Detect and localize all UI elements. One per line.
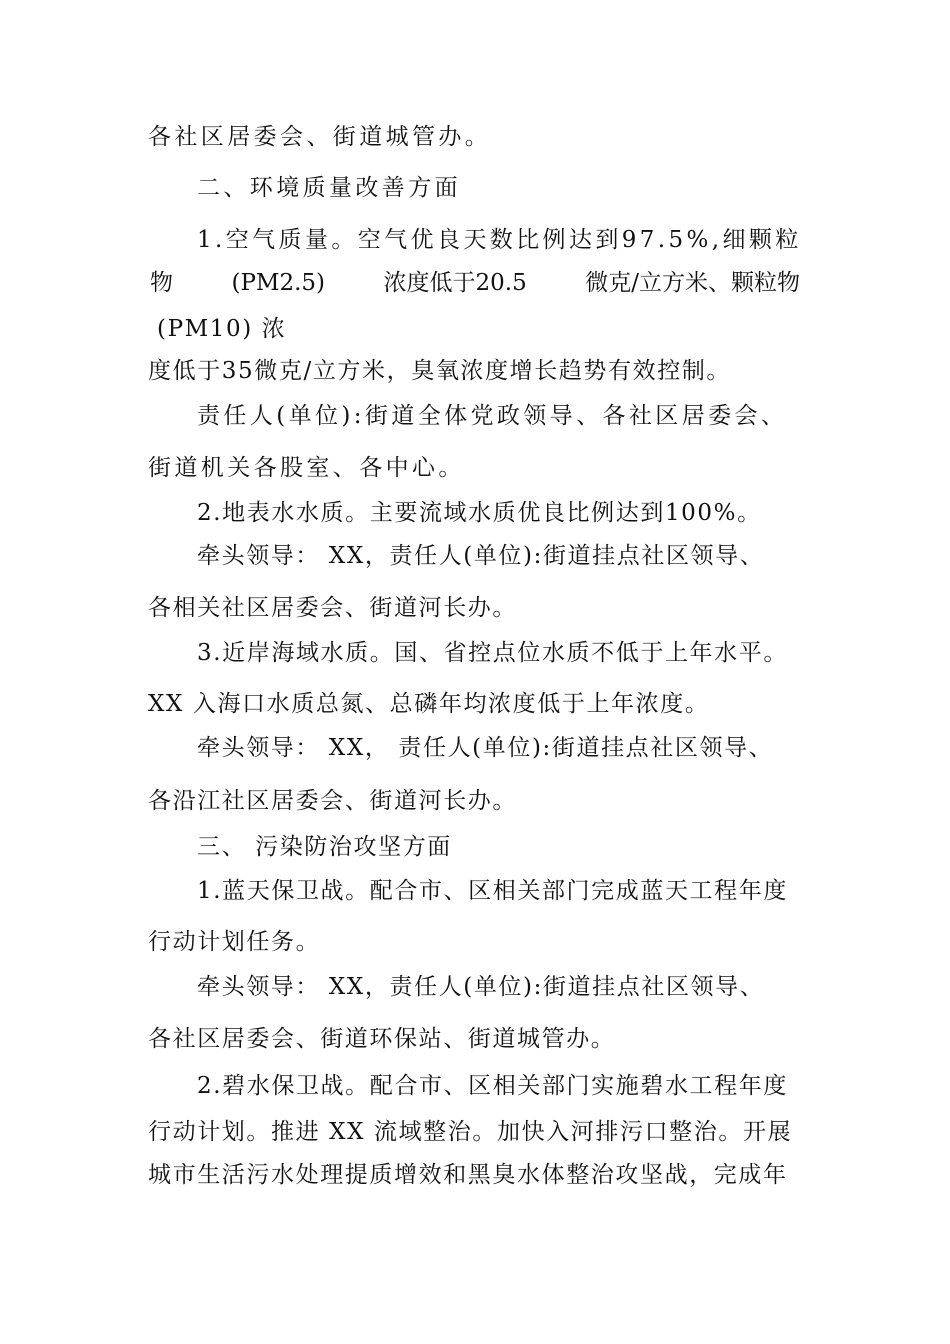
text-line-5: (PM10) 浓 <box>157 316 287 342</box>
text-line-6: 度低于35微克/立方米，臭氧浓度增长趋势有效控制。 <box>148 358 732 384</box>
text-segment: 浓度低于20.5 <box>383 270 527 296</box>
text-line-8: 街道机关各股室、各中心。 <box>148 455 465 481</box>
text-line-9: 2.地表水水质。主要流域水质优良比例达到100%。 <box>197 500 762 526</box>
section-heading-3: 三、 污染防治攻坚方面 <box>197 834 452 860</box>
text-line-7: 责任人(单位):街道全体党政领导、各社区居委会、 <box>197 403 788 429</box>
text-line-11: 各相关社区居委会、街道河长办。 <box>148 595 517 621</box>
text-line-15: 各沿江社区居委会、街道河长办。 <box>148 788 517 814</box>
text-line-13: XX 入海口水质总氮、总磷年均浓度低于上年浓度。 <box>148 691 710 717</box>
text-line-22: 行动计划。推进 XX 流域整治。加快入河排污口整治。开展 <box>148 1119 793 1145</box>
text-line-17: 1.蓝天保卫战。配合市、区相关部门完成蓝天工程年度 <box>197 878 788 904</box>
text-line-23: 城市生活污水处理提质增效和黑臭水体整治攻坚战，完成年 <box>148 1162 788 1188</box>
text-line-19: 牵头领导： XX，责任人(单位):街道挂点社区领导、 <box>197 974 765 1000</box>
text-line-21: 2.碧水保卫战。配合市、区相关部门实施碧水工程年度 <box>197 1073 788 1099</box>
text-line-3: 1.空气质量。空气优良天数比例达到97.5%,细颗粒 <box>197 227 802 253</box>
text-line-10: 牵头领导： XX，责任人(单位):街道挂点社区领导、 <box>197 543 765 569</box>
text-segment: 物 <box>150 270 173 296</box>
text-segment: (PM2.5) <box>231 270 326 296</box>
text-line-12: 3.近岸海域水质。国、省控点位水质不低于上年水平。 <box>197 640 788 666</box>
text-line-14: 牵头领导： XX， 责任人(单位):街道挂点社区领导、 <box>197 735 774 761</box>
text-line-18: 行动计划任务。 <box>148 929 321 955</box>
text-segment: 微克/立方米、颗粒物 <box>585 270 800 296</box>
section-heading-2: 二、环境质量改善方面 <box>197 175 461 201</box>
text-line-4 <box>150 268 800 298</box>
text-line-20: 各社区居委会、街道环保站、街道城管办。 <box>148 1026 616 1052</box>
text-line-1: 各社区居委会、街道城管办。 <box>148 124 492 150</box>
